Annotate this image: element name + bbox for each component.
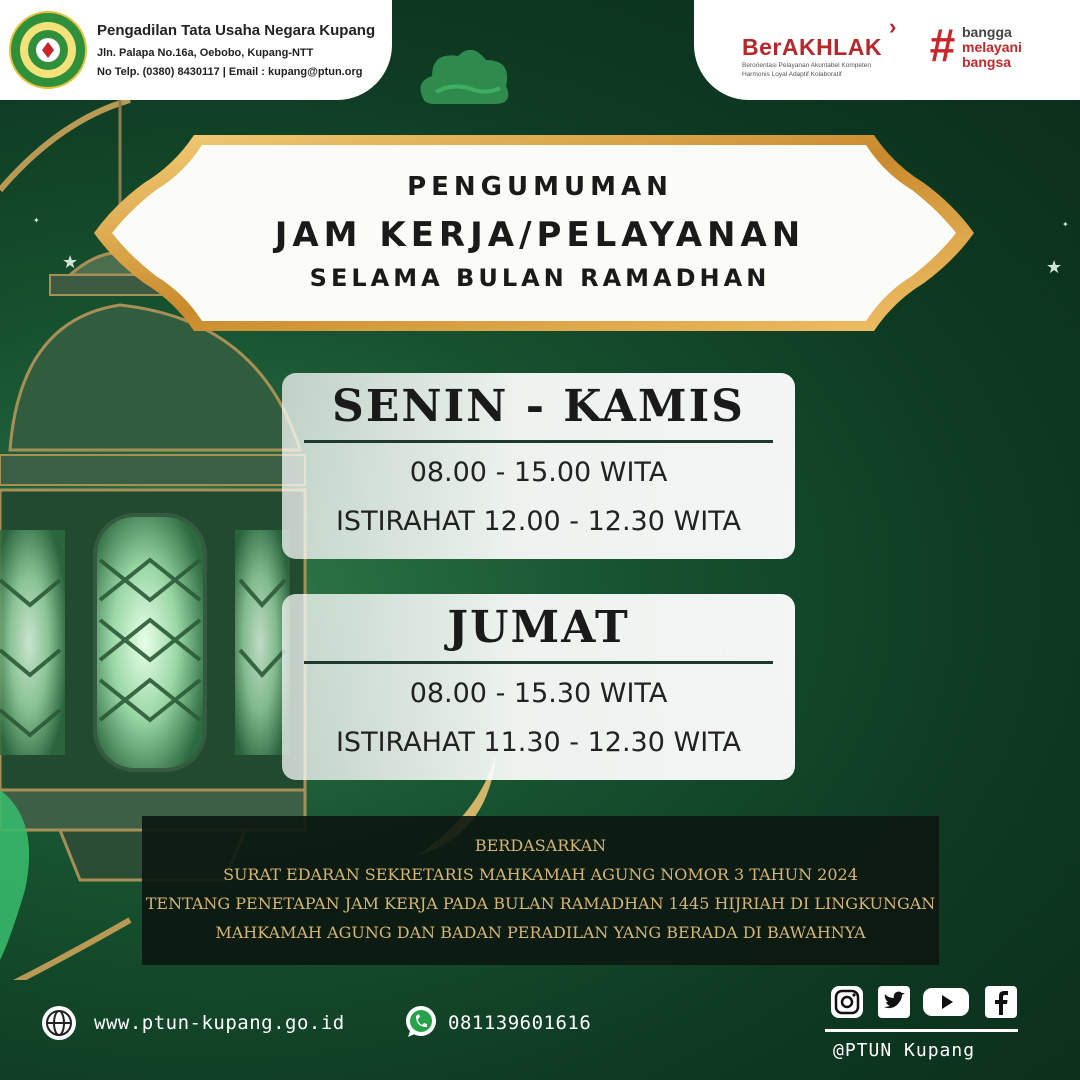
notice-line-1: BERDASARKAN bbox=[474, 836, 607, 855]
berakhlak-logo: BerAKHLAK bbox=[742, 34, 882, 60]
notice-line-2: SURAT EDARAN SEKRETARIS MAHKAMAH AGUNG NOMOR 3 TAHUN 2024 bbox=[223, 865, 858, 884]
header-left-panel bbox=[0, 0, 392, 100]
globe-icon bbox=[41, 1005, 77, 1041]
schedule-hours: 08.00 - 15.30 WITA bbox=[409, 678, 668, 709]
banner-title-line-3: SELAMA BULAN RAMADHAN bbox=[309, 264, 771, 292]
banner-title-line-1: PENGUMUMAN bbox=[407, 172, 673, 202]
social-divider bbox=[825, 1029, 1018, 1032]
schedule-break: ISTIRAHAT 12.00 - 12.30 WITA bbox=[335, 506, 742, 537]
court-seal-logo bbox=[8, 10, 88, 90]
website-link[interactable]: www.ptun-kupang.go.id bbox=[94, 1012, 345, 1034]
schedule-card-mon-thu bbox=[282, 373, 795, 559]
schedule-hours: 08.00 - 15.00 WITA bbox=[409, 457, 668, 488]
berakhlak-tagline-1: Berorientasi Pelayanan Akuntabel Kompeten bbox=[742, 62, 872, 69]
youtube-icon[interactable] bbox=[922, 985, 970, 1019]
twitter-icon[interactable] bbox=[877, 985, 911, 1019]
notice-line-3: TENTANG PENETAPAN JAM KERJA PADA BULAN RAMADHAN 1445 HIJRIAH DI LINGKUNGAN bbox=[145, 894, 936, 913]
whatsapp-icon bbox=[403, 1004, 439, 1040]
banner-title-line-2: JAM KERJA/PELAYANAN bbox=[274, 215, 806, 255]
bangga-line-3: bangsa bbox=[962, 54, 1012, 70]
star-icon: ✦ bbox=[33, 216, 40, 225]
organization-address: Jln. Palapa No.16a, Oebobo, Kupang-NTT bbox=[97, 47, 314, 59]
bangga-line-1: bangga bbox=[962, 24, 1012, 40]
cloud-decoration bbox=[414, 42, 514, 114]
organization-contact: No Telp. (0380) 8430117 | Email : kupang@ptun.org bbox=[97, 66, 363, 78]
berakhlak-tagline-2: Harmonis Loyal Adaptif Kolaboratif bbox=[742, 71, 842, 78]
organization-name: Pengadilan Tata Usaha Negara Kupang bbox=[97, 22, 376, 39]
phone-number[interactable]: 081139601616 bbox=[448, 1012, 592, 1034]
schedule-card-friday bbox=[282, 594, 795, 780]
berakhlak-chevron-icon: › bbox=[889, 14, 897, 39]
facebook-icon[interactable] bbox=[984, 985, 1018, 1019]
hashtag-icon: # bbox=[929, 19, 955, 71]
schedule-day: SENIN - KAMIS bbox=[332, 381, 745, 432]
schedule-day: JUMAT bbox=[447, 602, 630, 653]
schedule-break: ISTIRAHAT 11.30 - 12.30 WITA bbox=[335, 727, 742, 758]
star-icon: ✦ bbox=[1062, 220, 1069, 229]
star-icon: ★ bbox=[62, 252, 79, 273]
regulation-notice bbox=[142, 816, 939, 965]
star-icon: ★ bbox=[1046, 257, 1063, 278]
bangga-melayani-bangsa-logo bbox=[962, 25, 1022, 70]
berakhlak-tagline bbox=[742, 61, 902, 79]
notice-line-4: MAHKAMAH AGUNG DAN BADAN PERADILAN YANG BERADA DI BAWAHNYA bbox=[215, 923, 866, 942]
bangga-line-2: melayani bbox=[962, 39, 1022, 55]
instagram-icon[interactable] bbox=[830, 985, 864, 1019]
divider bbox=[304, 661, 773, 664]
divider bbox=[304, 440, 773, 443]
social-handle: @PTUN Kupang bbox=[833, 1040, 976, 1061]
